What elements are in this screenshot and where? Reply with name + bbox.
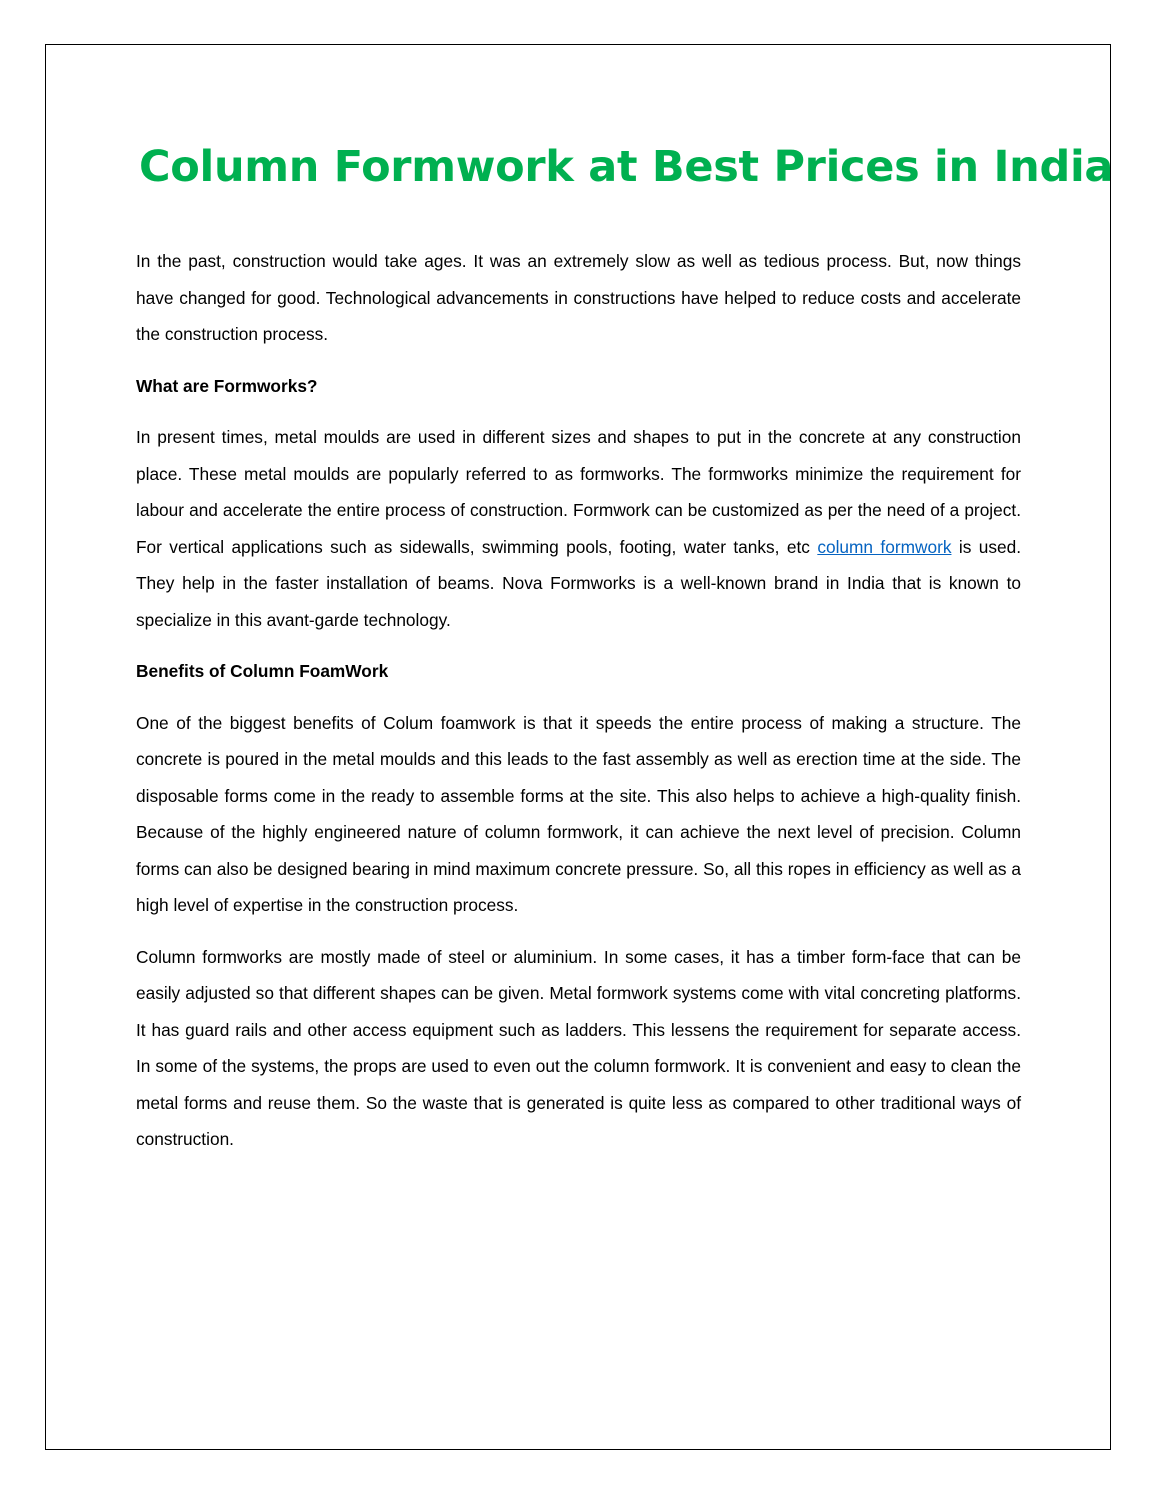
formworks-text-after-link: is used. They help in the faster installation of beams. Nova Formworks is a well-known brand in India that is known to specialize in this avant-garde technology.	[136, 536, 1022, 630]
section-heading-benefits: Benefits of Column FoamWork	[136, 661, 389, 681]
formworks-text-before-link: In present times, metal moulds are used in different sizes and shapes to put in the concrete at any construction place. These metal moulds are popularly referred to as formworks. The formworks minimize the requirement for labour and accelerate the entire process of construction. Formwork can be customized as per the need of a project. For vertical applications such as sidewalls, swimming pools, footing, water tanks, etc	[136, 427, 1021, 557]
formworks-paragraph	[136, 419, 1021, 638]
column-formwork-link[interactable]: column formwork	[817, 536, 952, 557]
benefits-paragraph-1: One of the biggest benefits of Colum foamwork is that it speeds the entire process of making a structure. The concrete is poured in the metal moulds and this leads to the fast assembly as well as erection time at the side. The disposable forms come in the ready to assemble forms at the site. This also helps to achieve a high-quality finish. Because of the highly engineered nature of column formwork, it can achieve the next level of precision. Column forms can also be designed bearing in mind maximum concrete pressure. So, all this ropes in efficiency as well as a high level of expertise in the construction process.	[136, 712, 1021, 915]
benefits-paragraph-2: Column formworks are mostly made of steel or aluminium. In some cases, it has a timber form-face that can be easily adjusted so that different shapes can be given. Metal formwork systems come with vital concreting platforms. It has guard rails and other access equipment such as ladders. This lessens the requirement for separate access. In some of the systems, the props are used to even out the column formwork. It is convenient and easy to clean the metal forms and reuse them. So the waste that is generated is quite less as compared to other traditional ways of construction.	[136, 946, 1021, 1149]
page-title: Column Formwork at Best Prices in India	[139, 142, 1114, 192]
section-heading-formworks: What are Formworks?	[136, 375, 318, 396]
document-body	[136, 243, 1021, 1173]
intro-paragraph: In the past, construction would take ages. It was an extremely slow as well as tedious process. But, now things have changed for good. Technological advancements in constructions have helped to reduce costs and accelerate the construction process.	[136, 251, 1021, 344]
